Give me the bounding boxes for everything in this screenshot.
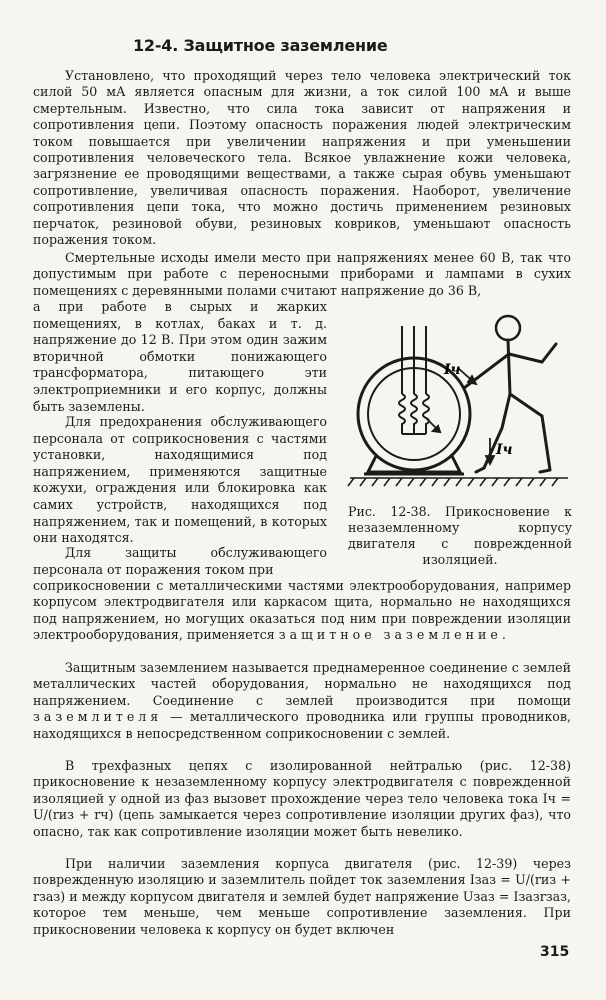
section-title: 12-4. Защитное заземление <box>133 36 388 55</box>
paragraph-personnel-protection: Для предохранения обслуживающего персонала от соприкосновения с частями установки, находящимися под напряжением, применяются защитные кожухи, ограждения или блокировка как самих устройств, находящихся под напряжением, так и помещений, в которых они находятся. <box>33 414 327 546</box>
paragraph-grounding-purpose: Для защиты обслуживающего персонала от поражения током при <box>33 545 327 577</box>
grounding-purpose-text: соприкосновении с металлическими частями электрооборудования, например корпусом электродвигателя или каркасом щита, нормально не находящихся под напряжением, но могущих оказаться под ним при повреждении изоляции электрооборудования, применяется <box>33 578 571 643</box>
ground-hatching <box>348 478 568 486</box>
definition-text-start: Защитным заземлением называется преднамеренное соединение с землей металлических частей оборудования, нормально не находящихся под напряжением. Соединение с землей производится при помощи <box>33 660 571 708</box>
definition-text-end: — металлического проводника или группы проводников, находящихся в непосредственном соприкосновении с землей. <box>33 709 571 741</box>
term-grounding-electrode: заземлителя <box>33 709 163 725</box>
current-label-top: Iч <box>444 362 461 378</box>
paragraph-fatal-voltage-continued: а при работе в сырых и жарких помещениях, в котлах, баках и т. д. напряжение до 12 В. При этом один зажим вторичной обмотки понижающего трансформатора, питающего эти электроприемники и его корпус, должны быть заземлены. <box>33 299 327 414</box>
paragraph-isolated-neutral: В трехфазных цепях с изолированной нейтралью (рис. 12-38) прикосновение к незаземленному корпусу электродвигателя с поврежденной изоляцией у одной из фаз вызовет прохождение через тело человека тока Iч = U/(rиз + rч) (цепь замыкается через сопротивление изоляции других фаз), что опасно, так как сопротивление изоляции может быть невелико. <box>33 758 571 839</box>
paragraph-grounding-purpose-continued <box>33 578 571 644</box>
term-protective-grounding: защитное заземление. <box>278 627 510 643</box>
figure-caption: Рис. 12-38. Прикосновение к незаземленному корпусу двигателя с поврежденной изоляцией. <box>348 504 572 567</box>
motor-windings <box>399 394 440 434</box>
paragraph-grounding-definition <box>33 660 571 742</box>
current-arrows <box>458 368 494 464</box>
paragraph-motor-grounding: При наличии заземления корпуса двигателя (рис. 12-39) через поврежденную изоляцию и заземлитель пойдет ток заземления Iзаз = U/(rиз + rзаз) и между корпусом двигателя и землей будет напряжение Uзаз = Iзазrзаз, которое тем меньше, чем меньше сопротивление заземления. При прикосновении человека к корпусу он будет включен <box>33 856 571 937</box>
paragraph-danger-current: Установлено, что проходящий через тело человека электрический ток силой 50 мА является опасным для жизни, а ток силой 100 мА и выше смертельным. Известно, что сила тока зависит от напряжения и сопротивления цепи. Поэтому опасность поражения людей электрическим током повышается при увеличении напряжения и при уменьшении сопротивления человеческого тела. Всякое увлажнение кожи человека, загрязнение ее проводящими веществами, а также сырая обувь уменьшают сопротивление, увеличивая опасность поражения. Наоборот, увеличение сопротивления цепи тока, что можно достичь применением резиновых перчаток, резиновой обуви, резиновых ковриков, уменьшают опасность поражения током. <box>33 68 571 248</box>
paragraph-fatal-voltage: Смертельные исходы имели место при напряжениях менее 60 В, так что допустимым при работе с переносными приборами и лампами в сухих помещениях с деревянными полами считают напряжение до 36 В, <box>33 250 571 298</box>
figure-motor-touch <box>346 306 572 506</box>
page-number: 315 <box>540 944 570 960</box>
current-label-bottom: Iч <box>496 442 513 458</box>
